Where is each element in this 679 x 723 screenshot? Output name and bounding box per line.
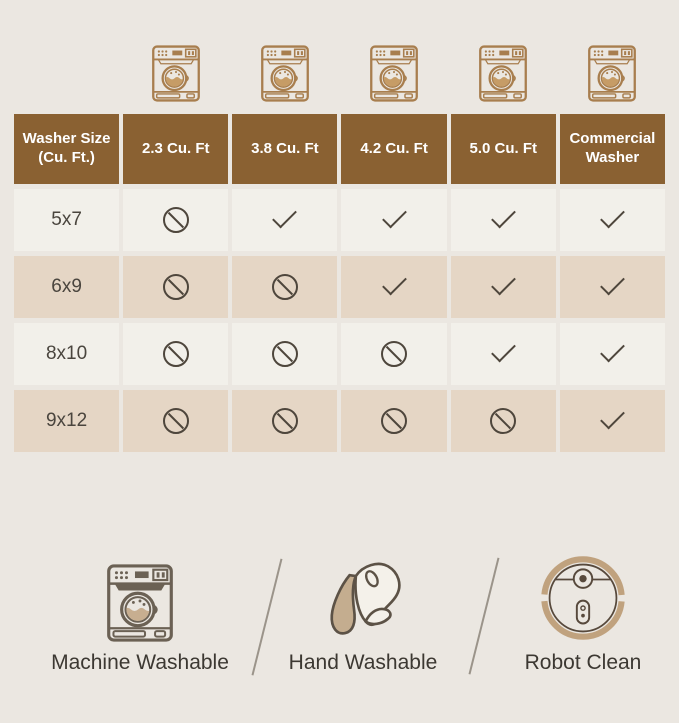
table-cell — [451, 256, 556, 318]
legend-item-machine-washable — [38, 544, 242, 675]
washing-machine-icon — [261, 45, 309, 102]
table-cell — [123, 189, 228, 251]
washing-machine-icon — [107, 564, 173, 642]
table-cell — [451, 189, 556, 251]
washing-machine-icon — [479, 45, 527, 102]
column-header-commercial: Commercial Washer — [560, 114, 665, 184]
prohibited-icon — [272, 408, 298, 434]
row-label: 6x9 — [14, 256, 119, 318]
table-cell — [123, 323, 228, 385]
table-cell — [451, 323, 556, 385]
table-cell — [341, 390, 446, 452]
prohibited-icon — [381, 341, 407, 367]
table-cell — [341, 256, 446, 318]
washer-icons-row — [14, 44, 665, 102]
column-header-4-2-cuft: 4.2 Cu. Ft — [341, 114, 446, 184]
table-cell — [341, 323, 446, 385]
check-icon — [382, 271, 407, 296]
table-cell — [232, 189, 337, 251]
table-cell — [123, 256, 228, 318]
prohibited-icon — [272, 341, 298, 367]
washer-size-infographic — [0, 44, 679, 723]
prohibited-icon — [163, 274, 189, 300]
row-label: 5x7 — [14, 189, 119, 251]
table-cell — [341, 189, 446, 251]
table-cell — [560, 189, 665, 251]
table-cell — [560, 256, 665, 318]
table-cell — [451, 390, 556, 452]
washer-size-table — [14, 114, 665, 452]
robot-vacuum-icon — [539, 554, 627, 642]
care-methods-legend — [0, 544, 679, 704]
table-cell — [560, 390, 665, 452]
row-label: 9x12 — [14, 390, 119, 452]
check-icon — [491, 204, 516, 229]
table-cell — [232, 323, 337, 385]
prohibited-icon — [272, 274, 298, 300]
check-icon — [382, 204, 407, 229]
check-icon — [491, 271, 516, 296]
legend-item-robot-clean — [481, 544, 679, 675]
check-icon — [600, 405, 625, 430]
prohibited-icon — [163, 408, 189, 434]
prohibited-icon — [163, 341, 189, 367]
column-header-2-3-cuft: 2.3 Cu. Ft — [123, 114, 228, 184]
row-label: 8x10 — [14, 323, 119, 385]
prohibited-icon — [381, 408, 407, 434]
column-header-3-8-cuft: 3.8 Cu. Ft — [232, 114, 337, 184]
column-header-5-0-cuft: 5.0 Cu. Ft — [451, 114, 556, 184]
prohibited-icon — [163, 207, 189, 233]
table-cell — [123, 390, 228, 452]
legend-label: Hand Washable — [288, 651, 438, 674]
check-icon — [600, 271, 625, 296]
check-icon — [600, 338, 625, 363]
legend-label: Robot Clean — [524, 651, 642, 674]
prohibited-icon — [490, 408, 516, 434]
washing-machine-icon — [152, 45, 200, 102]
table-cell — [232, 390, 337, 452]
hand-wash-icon — [317, 560, 409, 642]
check-icon — [600, 204, 625, 229]
table-cell — [232, 256, 337, 318]
top-icon-spacer — [14, 44, 119, 102]
legend-label: Machine Washable — [51, 651, 229, 674]
table-cell — [560, 323, 665, 385]
check-icon — [273, 204, 298, 229]
washing-machine-icon — [588, 45, 636, 102]
legend-item-hand-washable — [261, 544, 465, 675]
washing-machine-icon — [370, 45, 418, 102]
column-header-washer-size: Washer Size (Cu. Ft.) — [14, 114, 119, 184]
check-icon — [491, 338, 516, 363]
